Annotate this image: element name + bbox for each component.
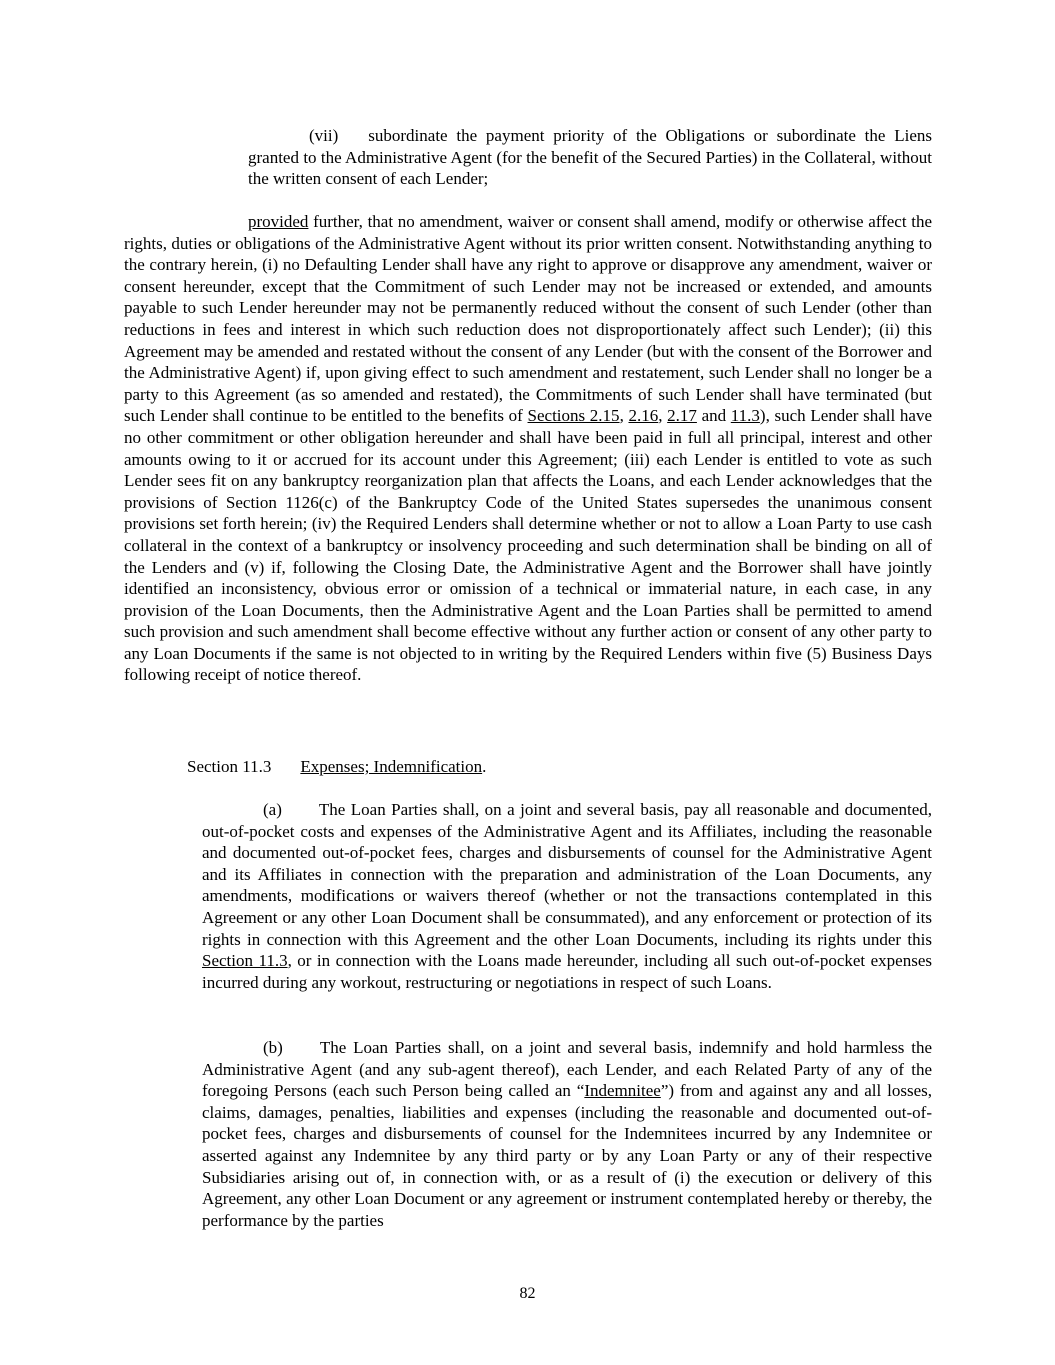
clause-vii-text: subordinate the payment priority of the Obligations or subordinate the Liens granted to the Administrative Agent (for the benefit of the Secured Parties) in the Collateral, without the written consent of each Lender; (248, 126, 932, 189)
paragraph-a-text-1: The Loan Parties shall, on a joint and several basis, pay all reasonable and documented, out-of-pocket costs and expenses of the Administrative Agent and its Affiliates, including the reasonable and documented out-of-pocket fees, charges and disbursements of counsel for the Administrative Agent and its Affiliates in connection with the preparation and administration of the Loan Documents, any amendments, modifications or waivers thereof (whether or not the transactions contemplated in this Agreement or any other Loan Document shall be consummated), and any enforcement or protection of its rights in connection with this Agreement and the other Loan Documents, including its rights under this (202, 800, 932, 949)
separator: , (658, 406, 668, 426)
section-title-period: . (482, 757, 487, 776)
defined-term-indemnitee: Indemnitee (584, 1081, 661, 1101)
paragraph-b-text-1: The Loan Parties shall, on a joint and several basis, indemnify and hold harmless the Administrative Agent (and any sub-agent thereof), each Lender, and each Related Party of any of the foregoing Persons (each such Person being called an “ (202, 1038, 932, 1101)
section-title: Expenses; Indemnification (300, 757, 483, 776)
separator: , (619, 406, 629, 426)
paragraph-b-text-2: ”) from and against any and all losses, claims, damages, penalties, liabilities and expenses (including the reasonable and documented out-of-pocket fees, charges and disbursements of counsel for the Indemnitees incurred by any Indemnitee or asserted against any Indemnitee by any third party or by any Loan Party or any of their respective Subsidiaries arising out of, in connection with, or as a result of (i) the execution or delivery of this Agreement, any other Loan Document or any agreement or instrument contemplated hereby or thereby, the performance by the parties (202, 1081, 932, 1230)
proviso-text-1: further, that no amendment, waiver or consent shall amend, modify or otherwise affect the rights, duties or obligations of the Administrative Agent without its prior written consent. Notwithstanding anything to the contrary herein, (i) no Defaulting Lender shall have any right to approve or disapprove any amendment, waiver or consent hereunder, except that the Commitment of such Lender may not be increased or extended, and amounts payable to such Lender hereunder may not be permanently reduced without the consent of such Lender (other than reductions in fees and interest in which such reduction does not disproportionately affect such Lender); (ii) this Agreement may be amended and restated without the consent of any Lender (but with the consent of the Borrower and the Administrative Agent) if, upon giving effect to such amendment and restatement, such Lender shall no longer be a party to this Agreement (as so amended and restated), the Commitments of such Lender shall have terminated (but such Lender shall continue to be entitled to the benefits of (124, 212, 932, 426)
page-number: 82 (519, 1285, 536, 1302)
section-number: Section 11.3 (187, 757, 272, 776)
paragraph-a-text-2: , or in connection with the Loans made hereunder, including all such out-of-pocket expenses incurred during any workout, restructuring or negotiations in respect of such Loans. (202, 951, 932, 992)
proviso-lead: provided (248, 212, 309, 231)
paragraph-b (202, 1037, 932, 1231)
clause-vii (248, 125, 932, 190)
proviso-text-2: ), such Lender shall have no other commitment or other obligation hereunder and shall have been paid in full all principal, interest and other amounts owing to it or accrued for its account under this Agreement; (iii) each Lender is entitled to vote as such Lender sees fit on any bankruptcy reorganization plan that affects the Loans, and each Lender acknowledges that the provisions of Section 1126(c) of the Bankruptcy Code of the United States supersedes the unanimous consent provisions set forth herein; (iv) the Required Lenders shall determine whether or not to allow a Loan Party to use cash collateral in the context of a bankruptcy or insolvency proceeding and such determination shall be binding on all of the Lenders and (v) if, following the Closing Date, the Administrative Agent and the Borrower shall have jointly identified an inconsistency, obvious error or omission of a technical or immaterial nature, in each case, in any provision of the Loan Documents, then the Administrative Agent and the Loan Parties shall be permitted to amend such provision and such amendment shall become effective without any further action or consent of any other party to any Loan Documents if the same is not objected to in writing by the Required Lenders within five (5) Business Days following receipt of notice thereof. (124, 406, 933, 685)
cross-reference-section-11-3: Section 11.3 (202, 951, 288, 971)
paragraph-a (202, 799, 932, 993)
separator: and (696, 406, 731, 426)
clause-vii-label: (vii) (309, 126, 339, 145)
paragraph-a-label: (a) (263, 800, 282, 819)
proviso-paragraph (124, 211, 932, 686)
cross-reference-2-16: 2.16 (628, 406, 659, 426)
cross-reference-11-3: 11.3 (730, 406, 760, 426)
paragraph-b-label: (b) (263, 1038, 283, 1057)
cross-reference-sections-2-15: Sections 2.15 (527, 406, 620, 426)
section-heading (187, 756, 932, 778)
cross-reference-2-17: 2.17 (667, 406, 697, 426)
